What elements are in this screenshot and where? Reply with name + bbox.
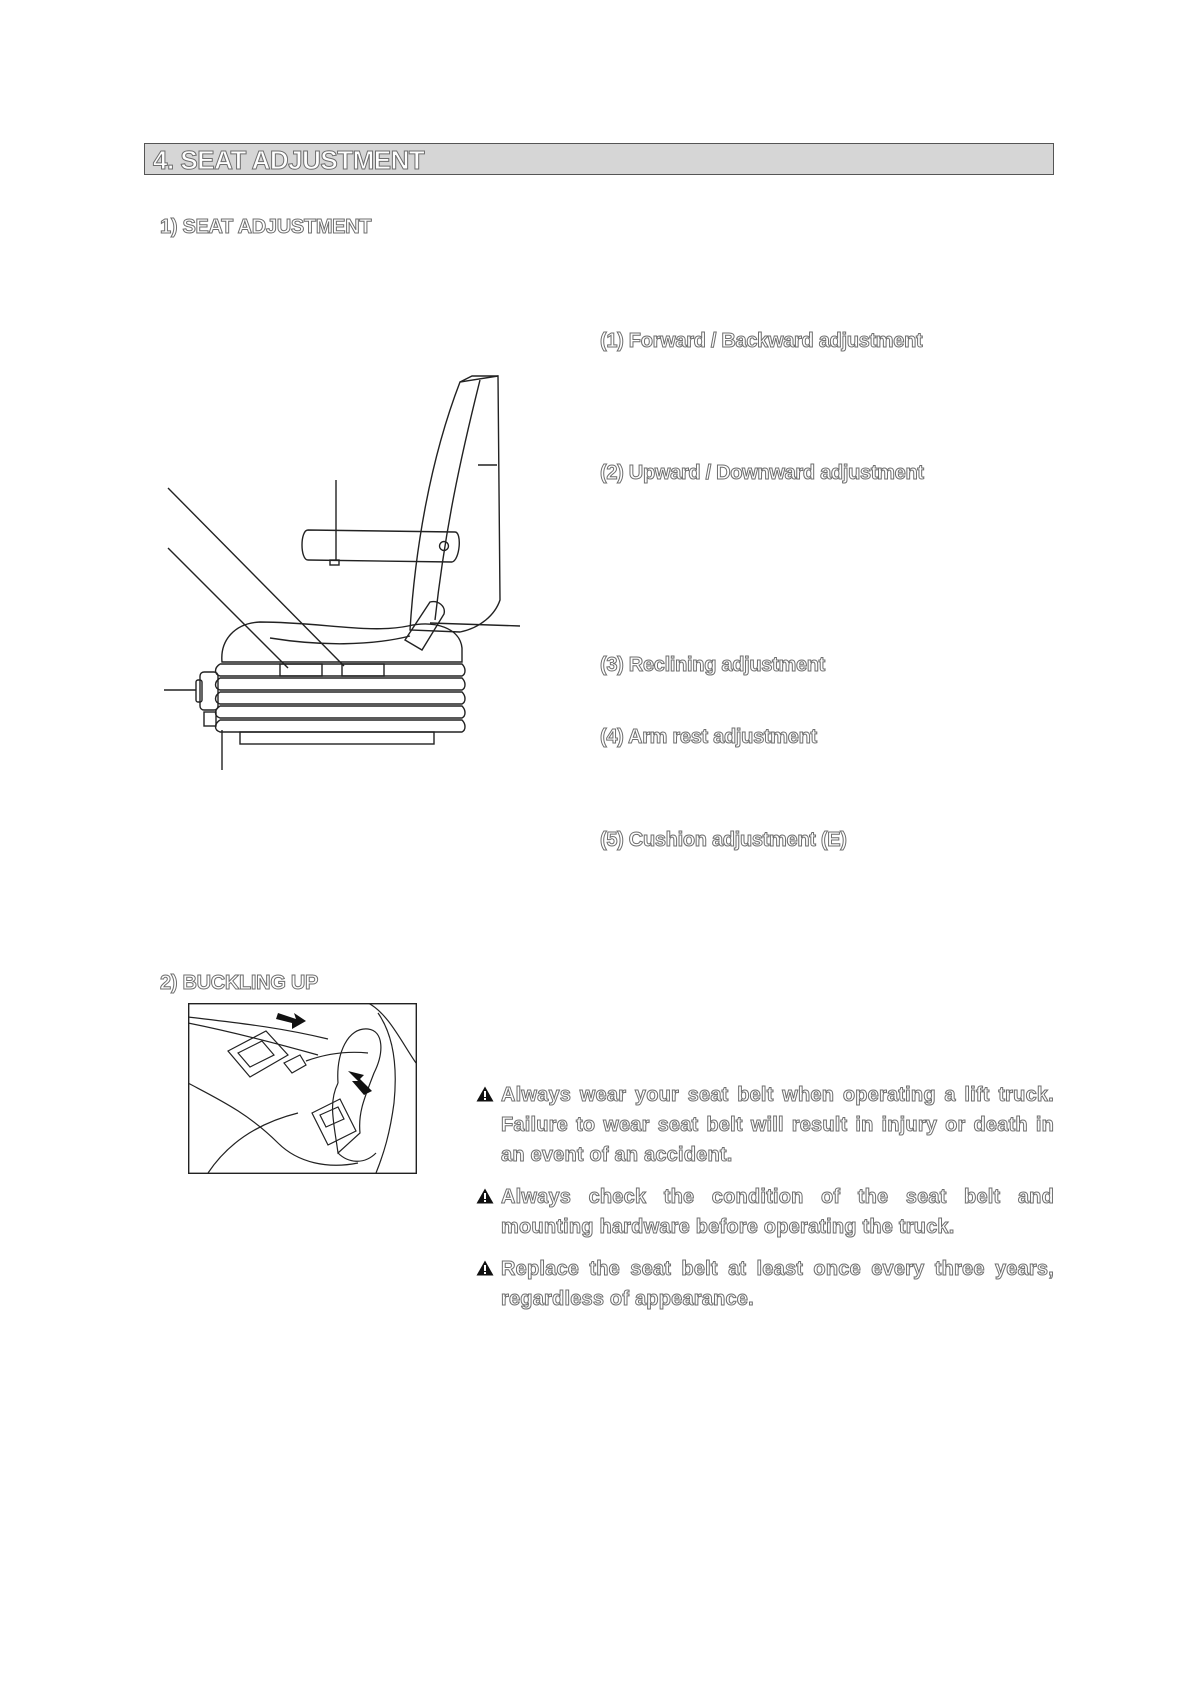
warning-text: Always wear your seat belt when operating a lift truck. Failure to wear seat belt will result in injury or death in an event of an accident.: [501, 1084, 1054, 1166]
adjustment-item-forward-backward: (1) Forward / Backward adjustment: [600, 330, 923, 352]
warning-triangle-icon: [476, 1260, 494, 1276]
warning-text: Always check the condition of the seat belt and mounting hardware before operating the truck.: [501, 1186, 1054, 1238]
warning-seat-belt-check: [476, 1182, 1054, 1242]
seat-illustration: [160, 370, 530, 780]
warning-seat-belt-wear: [476, 1080, 1054, 1170]
buckling-up-title: 2) BUCKLING UP: [160, 972, 319, 994]
warning-triangle-icon: [476, 1188, 494, 1204]
seat-adjustment-title: 1) SEAT ADJUSTMENT: [160, 216, 372, 238]
warning-text: Replace the seat belt at least once every three years, regardless of appearance.: [501, 1258, 1054, 1310]
adjustment-item-cushion: (5) Cushion adjustment (E): [600, 829, 847, 851]
adjustment-item-upward-downward: (2) Upward / Downward adjustment: [600, 462, 924, 484]
section-header-bar: [144, 143, 1054, 175]
seat-belt-illustration: [188, 1003, 417, 1174]
warning-seat-belt-replace: [476, 1254, 1054, 1314]
adjustment-item-reclining: (3) Reclining adjustment: [600, 654, 826, 676]
adjustment-item-arm-rest: (4) Arm rest adjustment: [600, 726, 817, 748]
warning-triangle-icon: [476, 1086, 494, 1102]
section-title: 4. SEAT ADJUSTMENT: [153, 145, 425, 175]
